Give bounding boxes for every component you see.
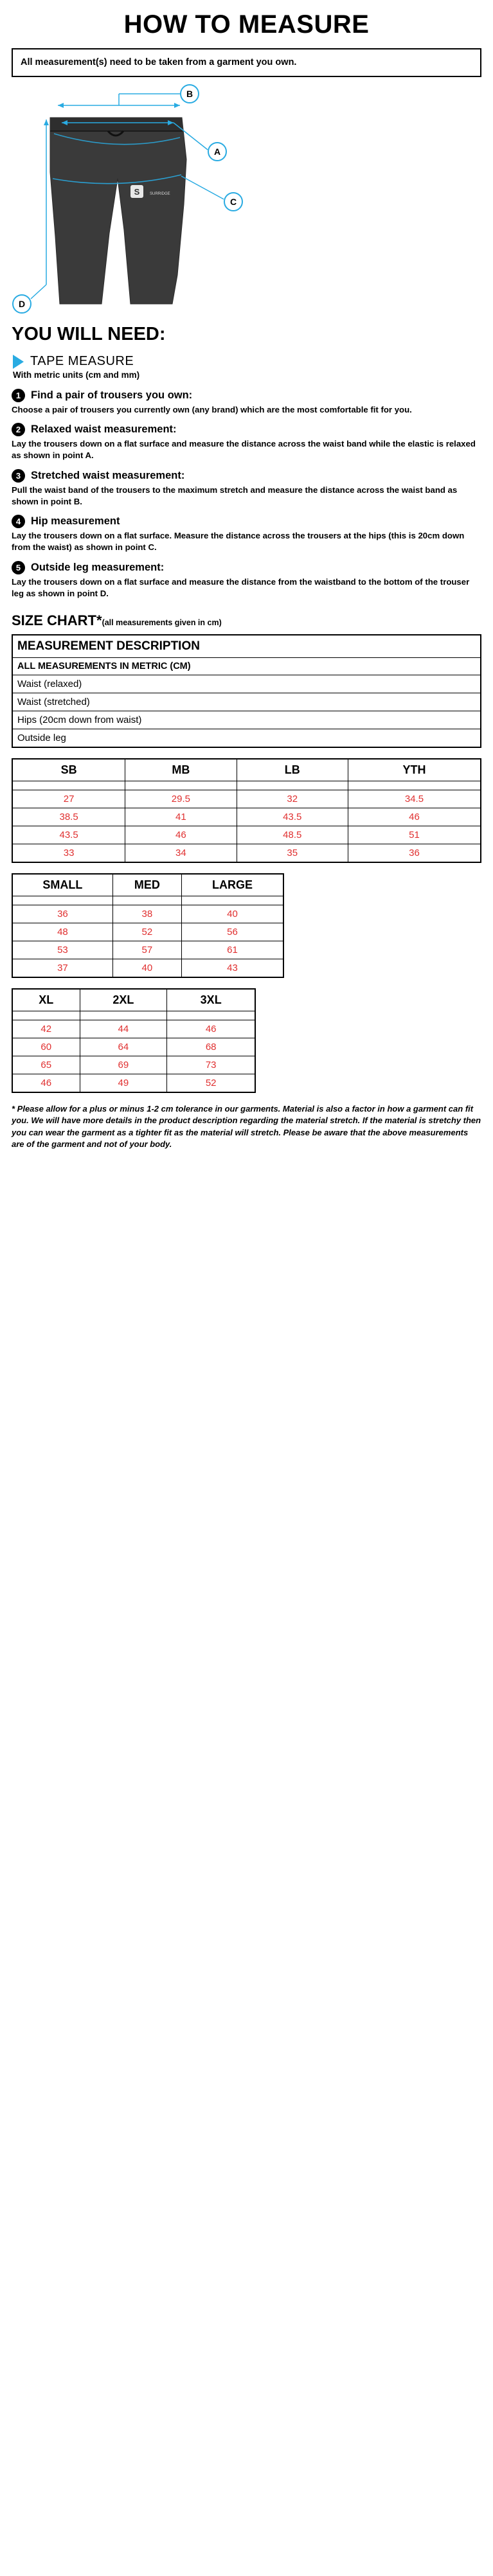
label-d-text: D (18, 299, 26, 310)
cell: 41 (125, 808, 237, 826)
step-1 (12, 389, 481, 416)
table-row (12, 759, 481, 781)
table-row (12, 959, 283, 977)
triangle-bullet-icon (13, 355, 24, 369)
cell: 46 (12, 1074, 80, 1092)
col-xl: XL (12, 989, 80, 1011)
step-1-number: 1 (12, 389, 25, 402)
step-2-body: Lay the trousers down on a flat surface and measure the distance across the waist band while the elastic is relaxed as shown in point A. (12, 439, 476, 461)
cell: 68 (167, 1038, 255, 1056)
cell: 69 (80, 1056, 167, 1074)
you-will-need-heading: YOU WILL NEED: (12, 324, 166, 345)
step-5-number: 5 (12, 561, 25, 574)
table-row (12, 896, 283, 905)
cell: 33 (12, 844, 125, 862)
cell: 40 (112, 959, 181, 977)
step-2-head (12, 423, 481, 436)
step-5-body: Lay the trousers down on a flat surface and measure the distance from the waistband to the bottom of the trouser leg as shown in point D. (12, 576, 470, 598)
table-row (12, 1020, 255, 1038)
col-large: LARGE (181, 874, 283, 896)
step-3-number: 3 (12, 469, 25, 483)
table-row (12, 1038, 255, 1056)
cell: 48.5 (237, 826, 348, 844)
arrow-b-right-head (174, 103, 180, 108)
col-sb: SB (12, 759, 125, 781)
table-row (12, 941, 283, 959)
cell: 42 (12, 1020, 80, 1038)
step-3-head (12, 469, 481, 483)
cell: 51 (348, 826, 481, 844)
cell: 64 (80, 1038, 167, 1056)
cell: 37 (12, 959, 112, 977)
leader-c (181, 176, 224, 199)
label-a-text: A (213, 147, 221, 157)
cell: 34.5 (348, 790, 481, 808)
cell: 65 (12, 1056, 80, 1074)
step-2-title: Relaxed waist measurement: (31, 423, 177, 436)
table-row (12, 1074, 255, 1092)
step-3-body: Pull the waist band of the trousers to the maximum stretch and measure the distance across the waist band as shown in point B. (12, 484, 458, 506)
col-med: MED (112, 874, 181, 896)
cell: 36 (348, 844, 481, 862)
size-chart-heading-sub: (all measurements given in cm) (102, 617, 222, 627)
desc-row-waist-stretched: Waist (stretched) (12, 693, 481, 711)
cell: 57 (112, 941, 181, 959)
svg-text:S: S (134, 187, 140, 197)
step-1-head (12, 389, 481, 402)
step-5-title: Outside leg measurement: (31, 561, 165, 573)
step-2 (12, 423, 481, 461)
size-table-adult-small (12, 873, 284, 978)
table-row (12, 874, 283, 896)
cell: 44 (80, 1020, 167, 1038)
cell: 36 (12, 905, 112, 923)
cell: 40 (181, 905, 283, 923)
tape-measure-sublabel: With metric units (cm and mm) (13, 370, 140, 380)
col-2xl: 2XL (80, 989, 167, 1011)
table-row (12, 826, 481, 844)
cell: 56 (181, 923, 283, 941)
cell: 52 (112, 923, 181, 941)
cell: 27 (12, 790, 125, 808)
arrow-d-top-head (44, 120, 49, 125)
table-row (12, 790, 481, 808)
table-row (12, 729, 481, 747)
table-row (12, 657, 481, 675)
waistband (50, 118, 182, 130)
cell: 52 (167, 1074, 255, 1092)
tape-measure-row (12, 354, 481, 369)
cell: 53 (12, 941, 112, 959)
measurement-diagram (12, 82, 481, 314)
step-4-title: Hip measurement (31, 515, 120, 528)
leader-d (31, 285, 46, 299)
spacer-cell (12, 896, 112, 905)
intro-box: All measurement(s) need to be taken from a garment you own. (12, 48, 481, 77)
label-b-text: B (186, 89, 193, 100)
table-row (12, 905, 283, 923)
spacer-cell (348, 781, 481, 790)
table-row (12, 693, 481, 711)
spacer-cell (12, 1011, 80, 1020)
step-4-body: Lay the trousers down on a flat surface. Measure the distance across the trousers at the hips (this is 20cm down from the waist) as shown in point C. (12, 531, 465, 553)
table-row (12, 1056, 255, 1074)
desc-row-outside-leg: Outside leg (12, 729, 481, 747)
step-1-title: Find a pair of trousers you own: (31, 389, 193, 402)
label-c-text: C (229, 197, 237, 208)
step-1-body: Choose a pair of trousers you currently own (any brand) which are the most comfortable fit for you. (12, 405, 412, 415)
spacer-cell (237, 781, 348, 790)
cell: 43.5 (237, 808, 348, 826)
col-yth: YTH (348, 759, 481, 781)
cell: 38 (112, 905, 181, 923)
spacer-cell (181, 896, 283, 905)
svg-text:SURRIDGE: SURRIDGE (150, 192, 170, 197)
cell: 46 (125, 826, 237, 844)
table-row (12, 711, 481, 729)
spacer-cell (125, 781, 237, 790)
desc-row-hips: Hips (20cm down from waist) (12, 711, 481, 729)
step-4 (12, 515, 481, 553)
cell: 46 (167, 1020, 255, 1038)
trousers-diagram-svg (12, 82, 481, 314)
cell: 60 (12, 1038, 80, 1056)
spacer-cell (167, 1011, 255, 1020)
desc-table-header: MEASUREMENT DESCRIPTION (12, 635, 481, 658)
desc-table-subheader: ALL MEASUREMENTS IN METRIC (CM) (12, 657, 481, 675)
cell: 48 (12, 923, 112, 941)
table-row (12, 844, 481, 862)
page-root (0, 10, 493, 1164)
arrow-b-left-head (58, 103, 64, 108)
spacer-cell (112, 896, 181, 905)
col-small: SMALL (12, 874, 112, 896)
cell: 35 (237, 844, 348, 862)
cell: 34 (125, 844, 237, 862)
footnote: * Please allow for a plus or minus 1-2 cm tolerance in our garments. Material is also a factor in how a garment can fit you. We will have more details in the product description regarding the material stretch. If the material is stretchy then you can wear the garment as a tighter fit as the material will stretch. Please be aware that the above measurements are of the garment and not of your body. (12, 1103, 481, 1150)
spacer-cell (12, 781, 125, 790)
table-row (12, 635, 481, 658)
table-row (12, 923, 283, 941)
size-chart-heading-main: SIZE CHART* (12, 612, 102, 628)
col-mb: MB (125, 759, 237, 781)
step-3 (12, 469, 481, 508)
cell: 43 (181, 959, 283, 977)
cell: 38.5 (12, 808, 125, 826)
tape-measure-label: TAPE MEASURE (30, 354, 134, 369)
cell: 49 (80, 1074, 167, 1092)
cell: 29.5 (125, 790, 237, 808)
step-4-head (12, 515, 481, 528)
table-row (12, 808, 481, 826)
desc-row-waist-relaxed: Waist (relaxed) (12, 675, 481, 693)
table-row (12, 1011, 255, 1020)
table-row (12, 781, 481, 790)
cell: 61 (181, 941, 283, 959)
page-title: HOW TO MEASURE (123, 10, 370, 39)
col-lb: LB (237, 759, 348, 781)
step-3-title: Stretched waist measurement: (31, 469, 185, 481)
spacer-cell (80, 1011, 167, 1020)
step-5-head (12, 561, 481, 574)
size-table-adult-xl (12, 988, 256, 1093)
size-table-junior (12, 758, 481, 863)
table-row (12, 675, 481, 693)
cell: 43.5 (12, 826, 125, 844)
trousers-body (50, 118, 186, 304)
measurement-description-table (12, 634, 481, 748)
step-5 (12, 561, 481, 600)
cell: 32 (237, 790, 348, 808)
col-3xl: 3XL (167, 989, 255, 1011)
step-2-number: 2 (12, 423, 25, 436)
size-chart-heading (12, 612, 481, 629)
cell: 73 (167, 1056, 255, 1074)
step-4-number: 4 (12, 515, 25, 528)
cell: 46 (348, 808, 481, 826)
table-row (12, 989, 255, 1011)
